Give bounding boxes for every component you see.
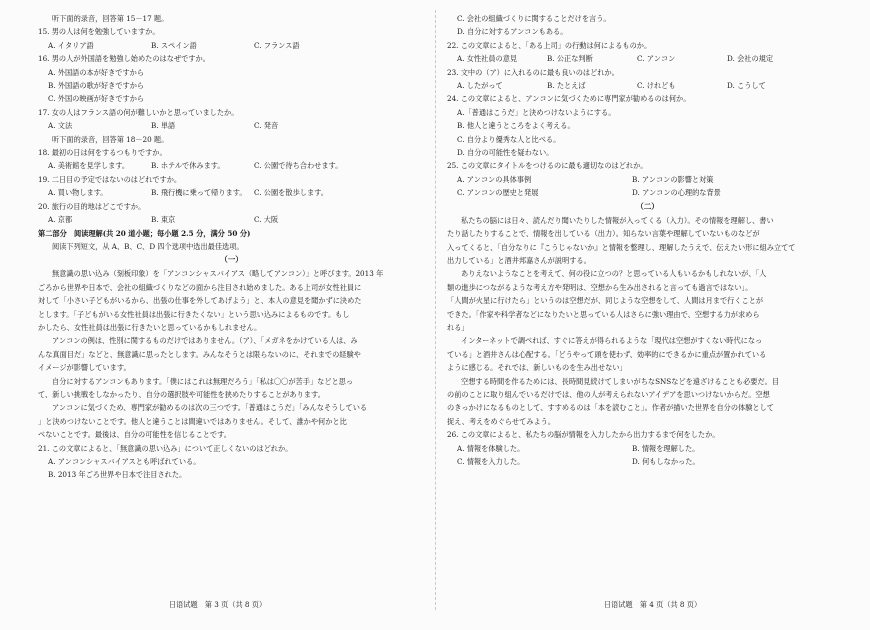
- question-16: 16. 男の人が外国語を勉強し始めたのはなぜですか。: [38, 54, 210, 64]
- option: A. 情報を体験した。: [457, 443, 525, 453]
- question-22: 22. この文章によると、「ある上司」の行動は何によるものか。: [447, 40, 652, 50]
- passage-1-paragraph-4: [38, 401, 425, 441]
- passage-line: とします。「子どもがいる女性社員は出張に行きたくない」という思い込みによるものです。もし: [38, 309, 350, 319]
- passage-line: 空想する時間を作るためには、長時間見続けてしまいがちなSNSなどを遠ざけることも必要だ。目: [461, 376, 780, 386]
- option: A. 買い物します。: [48, 188, 108, 198]
- option: C. 外国の映画が好きですから: [48, 94, 145, 104]
- option: C. 会社の組織づくりに関することだけを言う。: [457, 14, 611, 23]
- option: A. 女性社員の意見: [457, 54, 518, 64]
- passage-2-paragraph-4: [447, 375, 848, 429]
- option: B. 単語: [151, 121, 176, 131]
- option: C. 大阪: [254, 215, 279, 225]
- question-23: 23. 文中の（ア）に入れるのに最も良いのはどれか。: [447, 67, 619, 77]
- page-footer: 日语试题 第 4 页（共 8 页）: [603, 600, 702, 609]
- passage-line: れる」: [447, 322, 469, 332]
- passage-line: ている」と酒井さんは心配する。「どうやって頭を使わず、効率的にできるかに重点が置かれている: [447, 349, 767, 359]
- q23-options: [447, 79, 848, 92]
- passage-line: たり話したりすることで、情報を出している（出力）。知らない言葉や理解していないものなどが: [447, 229, 760, 239]
- passage-line: 私たちの脳には日々、読んだり聞いたりした情報が入ってくる（入力）。その情報を理解し、書い: [461, 215, 774, 225]
- q25-options-row-2: [447, 186, 848, 199]
- passage-line: イメージが影響しています。: [38, 363, 131, 373]
- listening-direction: 听下面的录音，回答第 18－20 题。: [52, 134, 169, 144]
- option: A.「普通はこうだ」と決めつけないようにする。: [457, 107, 616, 117]
- option: C. フランス語: [254, 40, 300, 50]
- listening-direction: 听下面的录音，回答第 15－17 题。: [52, 14, 169, 23]
- passage-line: 対して「小さい子どもがいるから、出張の仕事を外してあげよう」と、本人の意見を聞かずに決めた: [38, 296, 362, 306]
- passage-1-paragraph-3: [38, 375, 425, 402]
- option: D. 自分に対するアンコンもある。: [457, 27, 568, 37]
- question-18: 18. 最初の日は何をするつもりですか。: [38, 148, 167, 158]
- option: B. ホテルで休みます。: [151, 161, 225, 171]
- question-25: 25. この文章にタイトルをつけるのに最も適切なのはどれか。: [447, 161, 648, 171]
- passage-2-paragraph-2: [447, 267, 848, 334]
- option: C. アンコン: [637, 54, 676, 64]
- passage-line: んな真面目だ」などと、無意識に思ったとします。みんなそうとは限らないのに、それまでの経験や: [38, 349, 361, 359]
- option: A. 京都: [48, 215, 73, 225]
- passage-line: 入ってくると、「自分なりに『こうじゃないか』と情報を整理し、理解したうえで、伝えたい形に組み立てて: [447, 242, 796, 252]
- q25-options-row-1: [447, 173, 848, 186]
- passage-2-paragraph-1: [447, 214, 848, 268]
- option: B. スペイン語: [151, 40, 197, 50]
- option: B. 外国語の歌が好きですから: [48, 81, 145, 91]
- option: B. 東京: [151, 215, 176, 225]
- passage-1-paragraph-1: [38, 267, 425, 334]
- question-19: 19. 二日目の予定ではないのはどれですか。: [38, 174, 182, 184]
- passage-line: アンコンに気づくため、専門家が勧めるのは次の三つです。「普通はこうだ」「みんなそうしている: [52, 403, 368, 413]
- question-24: 24. この文章によると、アンコンに気づくために専門家が勧めるのは何か。: [447, 94, 691, 104]
- option: C. 発音: [254, 121, 279, 131]
- option: B. 他人と違うところをよく考える。: [457, 121, 575, 131]
- passage-line: アンコンの例は、性別に関するものだけではありません。（ア）、「メガネをかけている人は、み: [52, 336, 358, 346]
- passage-line: かしたら、女性社員は出張に行きたいと思っているかもしれません。: [38, 322, 262, 332]
- q18-options: [38, 159, 425, 172]
- passage-line: て、新しい挑戦をしなかったり、自分の選択肢や可能性を狭めたりすることがあります。: [38, 389, 325, 399]
- option: D. 会社の規定: [727, 54, 774, 64]
- passage-2-paragraph-3: [447, 334, 848, 374]
- option: C. 公園を散歩します。: [254, 188, 328, 198]
- option: A. アンコンの具体事例: [457, 174, 532, 184]
- option: C. 情報を入力した。: [457, 457, 525, 466]
- passage-line: 「人間が火星に行けたら」というのは空想だが、同じような空想をして、人間は月まで行くことが: [447, 296, 764, 306]
- option: D. アンコンの心理的な背景: [632, 188, 721, 198]
- option: B. たとえば: [547, 81, 586, 91]
- section-1-heading: （一）: [220, 255, 243, 265]
- option: A. 外国語の本が好きですから: [48, 67, 145, 77]
- q26-options-row-2: [447, 455, 848, 468]
- q22-options: [447, 52, 848, 65]
- question-17: 17. 女の人はフランス語の何が難しいかと思っていましたか。: [38, 107, 239, 117]
- passage-1-paragraph-2: [38, 334, 425, 374]
- option: D. こうして: [727, 81, 766, 91]
- q26-options-row-1: [447, 442, 848, 455]
- option: A. アンコンシャスバイアスとも呼ばれている。: [48, 457, 201, 466]
- passage-line: インターネットで調べれば、すぐに答えが得られるような「現代は空想がすくない時代になっ: [461, 336, 763, 346]
- option: B. 公正な判断: [547, 54, 593, 64]
- passage-line: の前のことに取り組んでいるだけでは、他の人が考えられないアイデアを思いつけないからだ。空想: [447, 389, 770, 399]
- part2-direction: 阅读下列短文，从 A、B、C、D 四个选项中选出最佳选项。: [52, 241, 244, 251]
- passage-line: 出力している」と酒井邦嘉さんが説明する。: [447, 255, 591, 265]
- part2-heading: 第二部分 阅读理解(共 20 道小题；每小题 2.5 分，满分 50 分): [38, 228, 251, 238]
- passage-line: 」と決めつけないことです。他人と違うことは間違いではありません。そして、誰かや何かと比: [38, 416, 347, 426]
- option: C. 自分より優秀な人と比べる。: [457, 134, 561, 144]
- option: C. 公園で待ち合わせます。: [254, 161, 343, 171]
- q15-options: [38, 39, 425, 52]
- right-page: [435, 0, 870, 630]
- q17-options: [38, 119, 425, 132]
- option: B. アンコンの影響と対策: [632, 174, 714, 184]
- question-20: 20. 旅行の目的地はどこですか。: [38, 201, 146, 211]
- passage-line: 自分に対するアンコンもあります。「僕にはこれは無理だろう」「私は〇〇が苦手」などと思っ: [52, 376, 354, 386]
- page-footer: 日语试题 第 3 页（共 8 页）: [168, 600, 267, 609]
- option: A. イタリア語: [48, 40, 94, 50]
- option: B. 2013 年ごろ世界や日本で注目された。: [48, 470, 187, 480]
- passage-line: べないことです。最後は、自分の可能性を信じることです。: [38, 430, 231, 440]
- passage-line: 捉え、考えをめぐらせてみよう。: [447, 416, 556, 426]
- option: B. 飛行機に乗って帰ります。: [151, 188, 247, 198]
- q20-options: [38, 213, 425, 226]
- passage-line: のきっかけになるものとして、すすめるのは「本を読むこと」。作者が描いた世界を自分の体験として: [447, 403, 774, 413]
- passage-line: ように感じる。それでは、新しいものを生み出せない」: [447, 363, 627, 373]
- option: D. 何もしなかった。: [632, 457, 700, 466]
- passage-line: 無意識の思い込み（刻板印象）を「アンコンシャスバイアス（略してアンコン）」と呼びます。2013 年: [52, 269, 384, 279]
- question-26: 26. この文章によると、私たちの脳が情報を入力したから出力するまで何をしたか。: [447, 430, 720, 440]
- option: B. 情報を理解した。: [632, 443, 700, 453]
- passage-line: 類の進歩につながるような考え方や発明は、空想から生み出されると言っても過言ではない」。: [447, 282, 753, 292]
- option: A. したがって: [457, 81, 503, 91]
- passage-line: ありえないようなことを考えて、何の役に立つの？と思っている人もいるかもしれないが、「人: [461, 269, 767, 279]
- question-15: 15. 男の人は何を勉強していますか。: [38, 27, 160, 37]
- passage-line: ごろから世界や日本で、会社の組織づくりなどの面から注目され始めました。ある上司が女性社員に: [38, 282, 362, 292]
- section-2-heading: （二）: [636, 201, 659, 211]
- option: A. 文法: [48, 121, 73, 131]
- option: C. けれども: [637, 81, 676, 91]
- q19-options: [38, 186, 425, 199]
- question-21: 21. この文章によると、「無意識の思い込み」について正しくないのはどれか。: [38, 443, 293, 453]
- option: A. 美術館を見学します。: [48, 161, 130, 171]
- passage-line: できた。「作家や科学者などになりたいと思っている人はさらに強い理由で、空想する力が求めら: [447, 309, 760, 319]
- option: D. 自分の可能性を疑わない。: [457, 148, 554, 158]
- option: C. アンコンの歴史と発展: [457, 188, 539, 198]
